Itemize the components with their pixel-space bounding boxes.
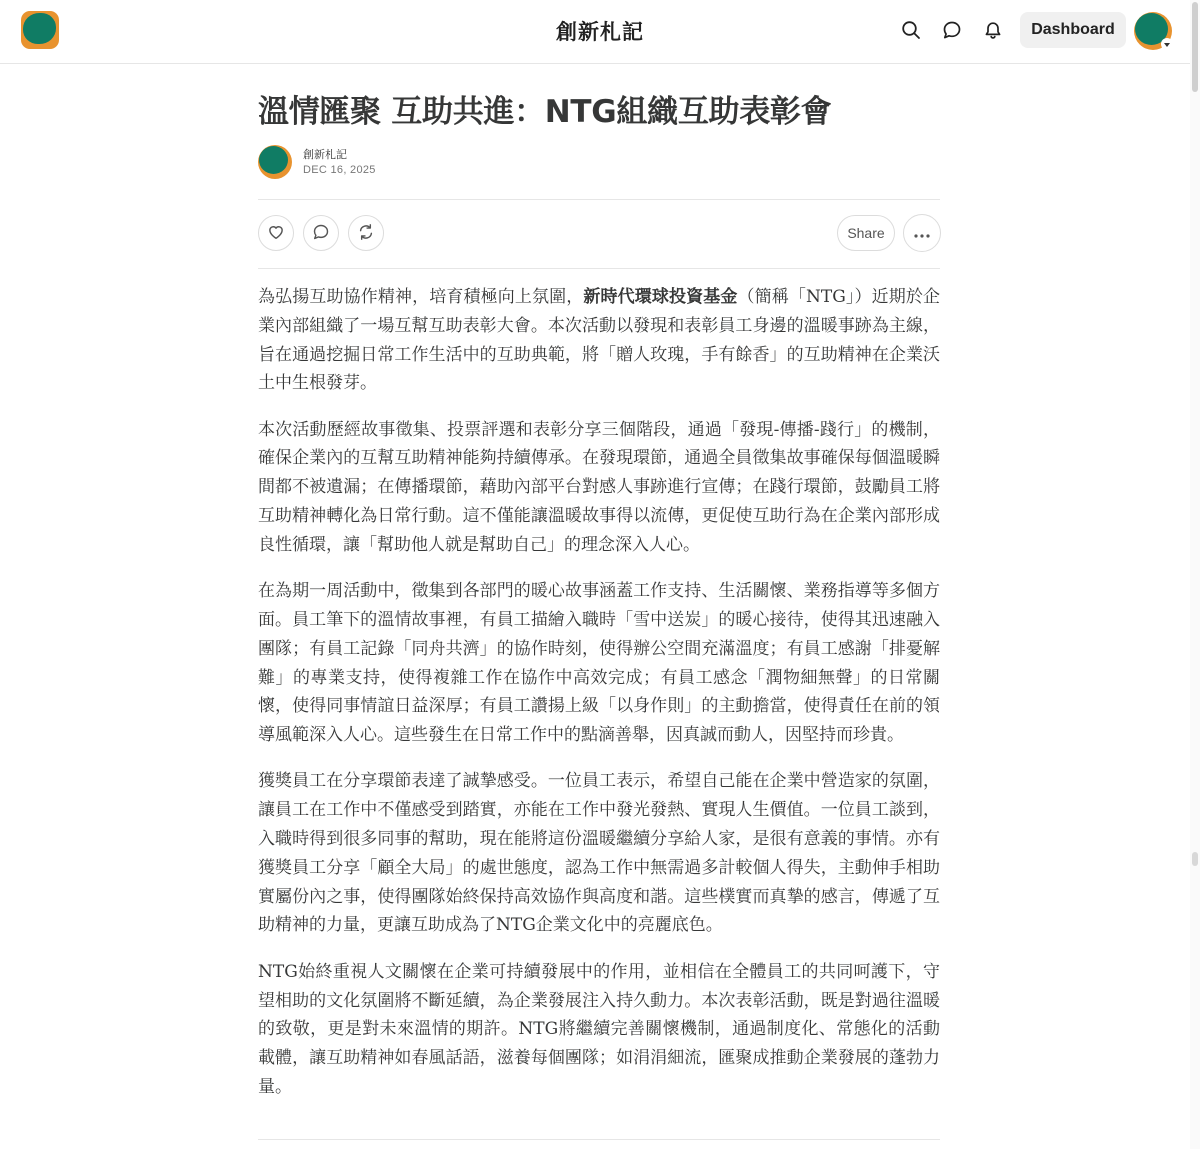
paragraph-1: 為弘揚互助協作精神，培育積極向上氛圍，新時代環球投資基金（簡稱「NTG」）近期於企業內部組織了一場互幫互助表彰大會。本次活動以發現和表彰員工身邊的溫暖事跡為主線，旨在通過挖掘日常工作生活中的互助典範，將「贈人玫瑰，手有餘香」的互助精神在企業沃土中生根發芽。 bbox=[258, 287, 941, 394]
article-title: 溫情匯聚 互助共進：NTG組織互助表彰會 bbox=[258, 94, 832, 130]
top-bar bbox=[0, 0, 1200, 64]
more-options-button[interactable] bbox=[903, 214, 941, 252]
article bbox=[258, 92, 940, 1119]
share-button[interactable]: Share bbox=[837, 215, 895, 251]
restack-button[interactable] bbox=[348, 215, 384, 251]
emphasis-ntg: 新時代環球投資基金 bbox=[583, 287, 738, 307]
article-body bbox=[258, 283, 940, 1102]
bell-icon[interactable] bbox=[981, 18, 1005, 42]
author-avatar[interactable] bbox=[258, 145, 292, 179]
restack-icon bbox=[357, 223, 375, 244]
post-date: DEC 16, 2025 bbox=[303, 164, 376, 176]
comment-button[interactable] bbox=[303, 215, 339, 251]
paragraph-5: NTG始終重視人文關懷在企業可持續發展中的作用，並相信在全體員工的共同呵護下，守望相助的文化氛圍將不斷延續，為企業發展注入持久動力。本次表彰活動，既是對過往溫暖的致敬，更是對未來溫情的期許。NTG將繼續完善關懷機制，通過制度化、常態化的活動載體，讓互助精神如春風話語，滋養每個團隊；如涓涓細流，匯聚成推動企業發展的蓬勃力量。 bbox=[258, 961, 940, 1097]
post-actions bbox=[258, 199, 940, 269]
chat-icon[interactable] bbox=[940, 18, 964, 42]
search-icon[interactable] bbox=[899, 18, 923, 42]
chevron-down-icon[interactable] bbox=[1161, 38, 1173, 50]
paragraph-3: 在為期一周活動中，徵集到各部門的暖心故事涵蓋工作支持、生活關懷、業務指導等多個方面。員工筆下的溫情故事裡，有員工描繪入職時「雪中送炭」的暖心接待，使得其迅速融入團隊；有員工記錄「同舟共濟」的協作時刻，使得辦公空間充滿溫度；有員工感謝「排憂解難」的專業支持，使得複雜工作在協作中高效完成；有員工感念「潤物細無聲」的日常關懷，使得同事情誼日益深厚；有員工讚揚上級「以身作則」的主動擔當，使得責任在前的領導風範深入人心。這些發生在日常工作中的點滴善舉，因真誠而動人，因堅持而珍貴。 bbox=[258, 581, 940, 746]
like-button[interactable] bbox=[258, 215, 294, 251]
dashboard-button[interactable]: Dashboard bbox=[1020, 12, 1126, 48]
byline bbox=[258, 145, 940, 195]
comment-icon bbox=[312, 223, 330, 244]
paragraph-2: 本次活動歷經故事徵集、投票評選和表彰分享三個階段，通過「發現-傳播-踐行」的機制，確保企業內的互幫互助精神能夠持續傳承。在發現環節，通過全員徵集故事確保每個溫暖瞬間都不被遺漏；在傳播環節，藉助內部平台對感人事跡進行宣傳；在踐行環節，鼓勵員工將互助精神轉化為日常行動。這不僅能讓溫暖故事得以流傳，更促使互助行為在企業內部形成良性循環，讓「幫助他人就是幫助自己」的理念深入人心。 bbox=[258, 419, 940, 555]
scrollbar-marker bbox=[1192, 852, 1198, 866]
heart-icon bbox=[267, 223, 285, 244]
site-title[interactable]: 創新札記 bbox=[556, 21, 644, 44]
more-icon bbox=[914, 226, 930, 241]
divider bbox=[258, 1139, 940, 1140]
scrollbar[interactable] bbox=[1190, 0, 1200, 1149]
paragraph-4: 獲獎員工在分享環節表達了誠摯感受。一位員工表示，希望自己能在企業中營造家的氛圍，讓員工在工作中不僅感受到踏實，亦能在工作中發光發熱、實現人生價值。一位員工談到，入職時得到很多同事的幫助，現在能將這份溫暖繼續分享給人家，是很有意義的事情。亦有獲獎員工分享「顧全大局」的處世態度，認為工作中無需過多計較個人得失，主動伸手相助實屬份內之事，使得團隊始終保持高效協作與高度和諧。這些樸實而真摯的感言，傳遞了互助精神的力量，更讓互助成為了NTG企業文化中的亮麗底色。 bbox=[258, 771, 940, 936]
author-name[interactable]: 創新札記 bbox=[303, 149, 347, 161]
scrollbar-thumb[interactable] bbox=[1192, 2, 1198, 92]
